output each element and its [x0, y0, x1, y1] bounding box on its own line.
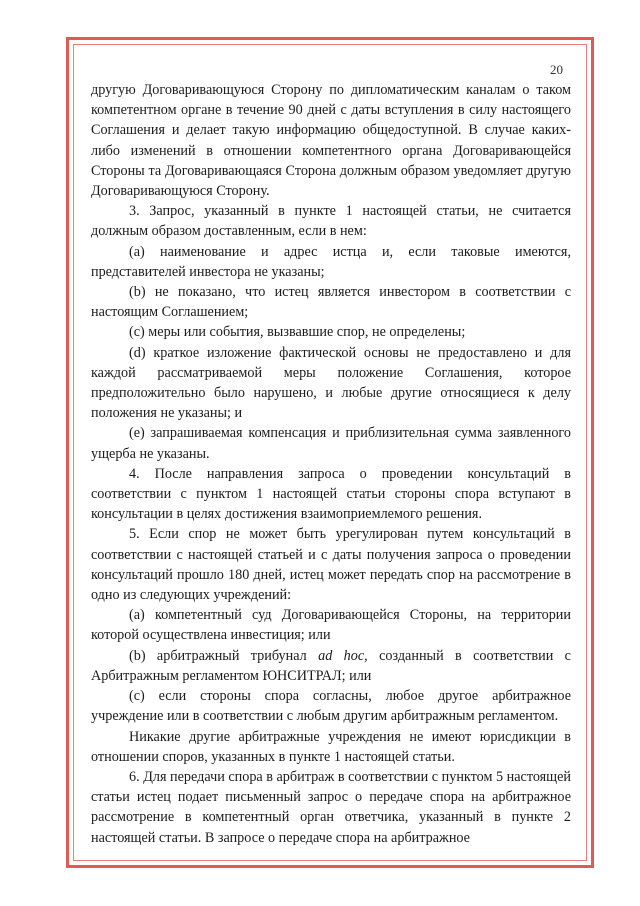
paragraph: другую Договаривающуюся Сторону по дипломатическим каналам о таком компетентном органе в течение 90 дней с даты вступления в силу настоящего Соглашения и делает такую информацию общедоступной. В случае каких-либо изменений в отношении компетентного органа Договаривающейся Стороны та Договаривающаяся Сторона должным образом уведомляет другую Договаривающуюся Сторону.: [91, 82, 571, 200]
paragraph: 6. Для передачи спора в арбитраж в соответствии с пунктом 5 настоящей статьи истец подает письменный запрос о передаче спора на арбитражное рассмотрение в компетентный орган ответчика, указанный в пункте 2 настоящей статьи. В запросе о передаче спора на арбитражное: [91, 768, 571, 846]
list-item: [91, 646, 571, 686]
list-item: (a) наименование и адрес истца и, если таковые имеются, представителей инвестора не указаны;: [91, 243, 571, 280]
text-run: (b) арбитражный трибунал: [129, 647, 319, 664]
list-item: (a) компетентный суд Договаривающейся Стороны, на территории которой осуществлена инвестиция; или: [91, 607, 571, 644]
paragraph: 5. Если спор не может быть урегулирован путем консультаций в соответствии с настоящей статьей и с даты получения запроса о проведении консультаций прошло 180 дней, истец может передать спор на рассмотрение в одно из следующих учреждений:: [91, 526, 571, 604]
list-item: (d) краткое изложение фактической основы не предоставлено и для каждой рассматриваемой меры положение Соглашения, которое предположительно было нарушено, и любые другие относящиеся к делу положения не указаны; и: [91, 344, 571, 422]
list-item: (e) запрашиваемая компенсация и приблизительная сумма заявленного ущерба не указаны.: [91, 425, 571, 462]
document-body: [91, 80, 571, 848]
paragraph: 3. Запрос, указанный в пункте 1 настоящей статьи, не считается должным образом доставленным, если в нем:: [91, 203, 571, 240]
text-run: , созданный в соответствии с Арбитражным регламентом ЮНСИТРАЛ; или: [91, 647, 571, 684]
list-item: (b) не показано, что истец является инвестором в соответствии с настоящим Соглашением;: [91, 284, 571, 321]
page-number: 20: [550, 62, 563, 77]
list-item: (c) если стороны спора согласны, любое другое арбитражное учреждение или в соответствии с любым другим арбитражным регламентом.: [91, 688, 571, 725]
paragraph: Никакие другие арбитражные учреждения не имеют юрисдикции в отношении споров, указанных в пункте 1 настоящей статьи.: [91, 728, 571, 765]
italic-term: ad hoc: [318, 647, 365, 664]
list-item: (c) меры или события, вызвавшие спор, не определены;: [129, 324, 466, 341]
paragraph: 4. После направления запроса о проведении консультаций в соответствии с пунктом 1 настоящей статьи стороны спора вступают в консультации в целях достижения взаимоприемлемого решения.: [91, 465, 571, 523]
